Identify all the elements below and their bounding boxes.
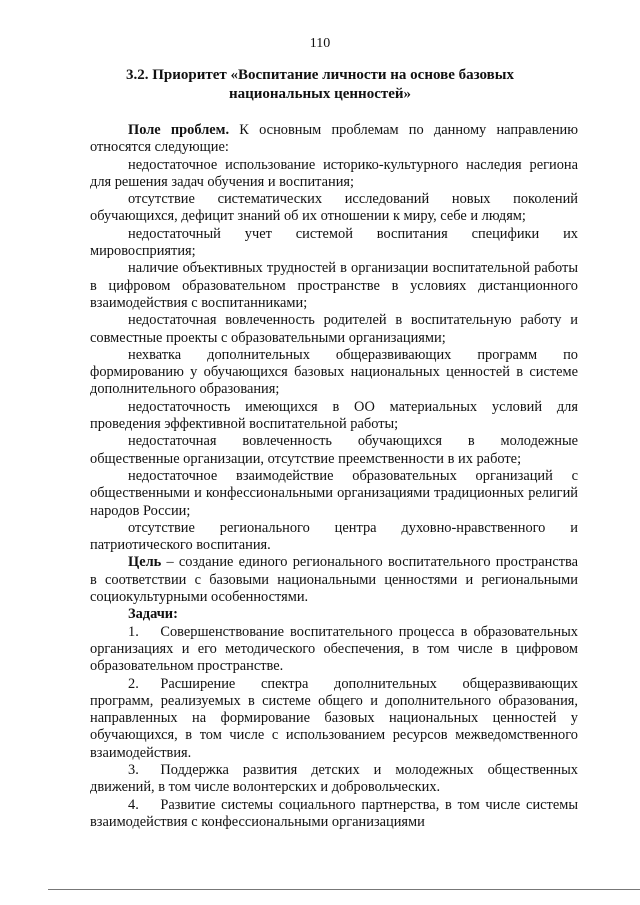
task-item [90,624,578,676]
task-number: 3. [128,761,139,778]
document-body [90,122,578,831]
problem-item: недостаточное взаимодействие образовательных организаций с общественными и конфессиональными организациями традиционных религий народов России; [90,467,578,519]
task-text: Расширение спектра дополнительных общеразвивающих программ, реализуемых в системе общего и дополнительного образования, направленных на формирование базовых национальных ценностей у обучающихся, в том числе с использованием ресурсов межведомственного взаимодействия. [90,675,578,761]
problem-item: недостаточный учет системой воспитания специфики их мировосприятия; [90,225,578,260]
problem-item: отсутствие систематических исследований новых поколений обучающихся, дефицит знаний об их отношении к миру, себе и людям; [90,191,578,225]
problem-item: отсутствие регионального центра духовно-нравственного и патриотического воспитания. [90,519,578,554]
goal-text: – создание единого регионального воспитательного пространства в соответствии с базовыми национальными ценностями и региональными социокультурными особенностями. [90,554,578,606]
tasks-label: Задачи: [128,606,178,623]
problem-item: недостаточность имеющихся в ОО материальных условий для проведения эффективной воспитательной работы; [90,398,578,433]
task-number: 1. [128,623,139,640]
page-number: 110 [309,36,331,51]
problems-intro-paragraph [90,122,578,157]
problem-item: нехватка дополнительных общеразвивающих программ по формированию у обучающихся базовых национальных ценностей в системе дополнительного образования; [90,346,578,398]
task-number: 2. [128,675,139,692]
task-number: 4. [128,796,139,813]
scan-edge-line [48,889,640,890]
problem-item: недостаточная вовлеченность обучающихся в молодежные общественные организации, отсутствие преемственности в их работе; [90,433,578,467]
task-text: Совершенствование воспитательного процесса в образовательных организациях и его методического обеспечения, в том числе в цифровом образовательном пространстве. [90,623,578,675]
problems-intro-text: К основным проблемам по данному направлению относятся следующие: [90,122,578,156]
goal-paragraph [90,554,578,606]
problems-label: Поле проблем. [128,122,230,138]
problem-item: наличие объективных трудностей в организации воспитательной работы в цифровом образовательном пространстве в условиях дистанционного взаимодействия с воспитанниками; [90,260,578,311]
task-text: Развитие системы социального партнерства, в том числе системы взаимодействия с конфессиональными организациями [90,796,578,830]
task-item [90,676,578,762]
task-item [90,797,578,832]
section-title: 3.2. Приоритет «Воспитание личности на основе базовых национальных ценностей» [125,67,514,102]
goal-label: Цель [128,554,162,571]
problem-item: недостаточная вовлеченность родителей в воспитательную работу и совместные проекты с образовательными организациями; [90,312,578,346]
task-text: Поддержка развития детских и молодежных общественных движений, в том числе волонтерских и добровольческих. [90,761,578,796]
problem-item: недостаточное использование историко-культурного наследия региона для решения задач обучения и воспитания; [90,156,578,190]
task-item [90,762,578,797]
